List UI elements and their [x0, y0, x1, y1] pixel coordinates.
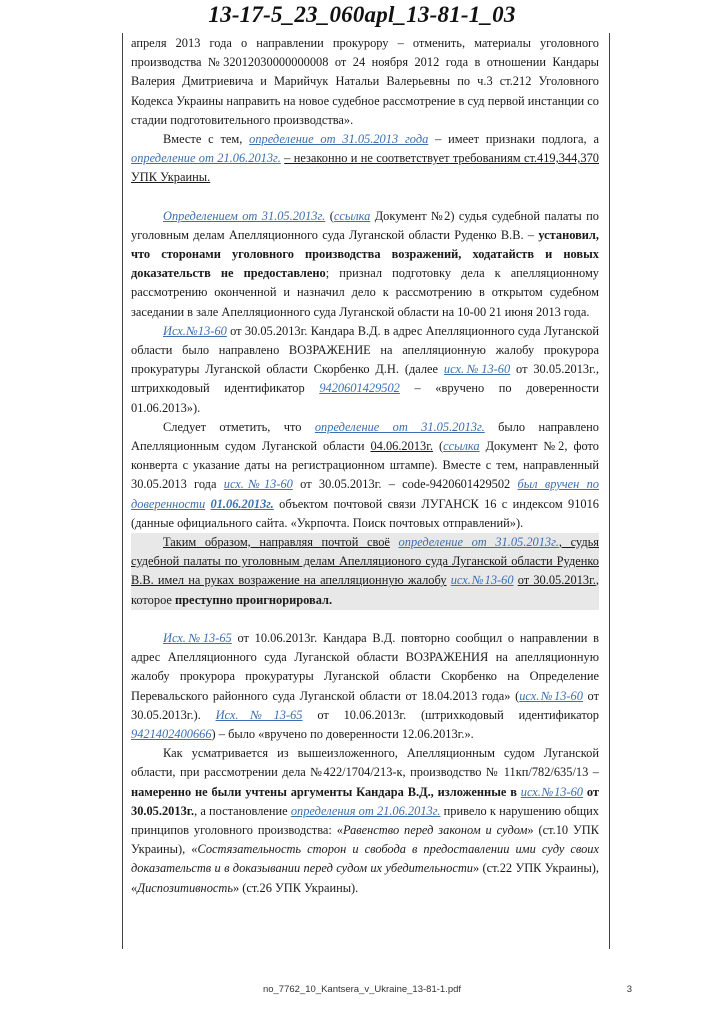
link-barcode[interactable]: 9421402400666 [131, 726, 212, 741]
principle-dispositive: Диспозитивность [137, 880, 233, 895]
link-reference[interactable]: ссылка [443, 439, 480, 454]
paragraph-2: Вместе с тем, определение от 31.05.2013 года – имеет признаки подлога, а определение от 21.06.2013г. – незаконно и не соответствует требованиям ст.419,344,370 УПК Украины. [131, 132, 599, 185]
paragraph-5: Следует отметить, что определение от 31.05.2013г. было направлено Апелляционным судом Луганской области 04.06.2013г. (ссылка Документ №2, фото конверта с указание даты на регистрационном штампе). Вместе с тем, направленный 30.05.2013 года исх.№13-60 от 30.05.2013г. – code-9420601429502 был вручен по доверенности 01.06.2013г. объектом почтовой связи ЛУГАНСК 16 с индексом 91016 (данные официального сайта. «Укрпочта. Поиск почтовых отправлений»). [131, 419, 600, 530]
page-number: 3 [626, 984, 632, 995]
link-determination-21-06[interactable]: определение от 21.06.2013г. [131, 151, 281, 166]
spacer [131, 610, 599, 629]
link-determination-21-06[interactable]: определения от 21.06.2013г. [290, 803, 441, 818]
document-body [131, 34, 599, 898]
paragraph-7: Исх.№13-65 от 10.06.2013г. Кандара В.Д. повторно сообщил о направлении в адрес Апелляционного суда Луганской области ВОЗРАЖЕНИЯ на апелляционную жалобу прокурора прокуратуры Луганской области Скорбенко на Определение Перевальского районного суда Луганской области от 18.04.2013 года» (исх.№13-60 от 30.05.2013г.). Исх.№13-65 от 10.06.2013г. (штрихкодовый идентификатор 9421402400666) – было «вручено по доверенности 12.06.2013г.». [131, 630, 599, 741]
link-determination-31-05[interactable]: определение от 31.05.2013 года [249, 132, 429, 147]
link-determination-31-05[interactable]: определение от 31.05.2013г. [314, 419, 485, 434]
bold-statement: установил, что сторонами уголовного производства возражений, ходатайств и новых доказательств не предоставлено [131, 227, 599, 281]
paragraph-1: апреля 2013 года о направлении прокурору – отменить, материалы уголовного производства №32012030000000008 от 24 ноября 2012 года в отношении Кандары Валерия Дмитриевича и Марийчук Натальи Валерьевны по ч.3 ст.212 Уголовного Кодекса Украины направить на новое судебное рассмотрение в суд первой инстанции со стадии подготовительного производства». [131, 36, 599, 127]
link-outgoing-13-65[interactable]: Исх.№13-65 [163, 630, 232, 645]
principle-equality: Равенство перед законом и судом [342, 822, 528, 837]
footer-filename: no_7762_10_Kantsera_v_Ukraine_13-81-1.pdf [262, 984, 462, 995]
link-outgoing-13-60[interactable]: исх.№13-60 [520, 784, 583, 799]
link-determination-31-05[interactable]: определение от 31.05.2013г. [398, 535, 559, 550]
link-delivery-date[interactable]: 01.06.2013г. [210, 496, 274, 511]
paragraph-6: Таким образом, направляя почтой своё определение от 31.05.2013г., судья судебной палаты по уголовным делам Апелляционого суда Луганской области Руденко В.В. имел на руках возражение на апелляционную жалобу исх.№13-60 от 30.05.2013г., которое преступно проигнорировал. [131, 533, 599, 610]
link-outgoing-13-65[interactable]: Исх.№13-65 [215, 707, 303, 722]
link-outgoing-13-60[interactable]: исх.№13-60 [519, 688, 583, 703]
page-header-title: 13-17-5_23_060apl_13-81-1_03 [208, 2, 516, 27]
paragraph-8: Как усматривается из вышеизложенного, Апелляционным судом Луганской области, при рассмотрении дела №422/1704/213-к, производство № 11кп/782/635/13 – намеренно не были учтены аргументы Кандара В.Д., изложенные в исх.№13-60 от 30.05.2013г., а постановление определения от 21.06.2013г. привело к нарушению общих принципов уголовного производства: «Равенство перед законом и судом» (ст.10 УПК Украины), «Состязательность сторон и свобода в предоставлении ими суду своих доказательств и в доказывании перед судом их убедительности» (ст.22 УПК Украины), «Диспозитивность» (ст.26 УПК Украины). [131, 746, 599, 895]
bold-date: от 30.05.2013г. [131, 784, 599, 818]
link-determination-31-05[interactable]: Определением от 31.05.2013г. [163, 208, 326, 223]
principle-adversarial: Состязательность сторон и свобода в предоставлении ими суду своих доказательств и в доказывании перед судом их убедительности [131, 842, 599, 876]
paragraph-3: Определением от 31.05.2013г. (ссылка Документ №2) судья судебной палаты по уголовным делам Апелляционного суда Луганской области Руденко В.В. – установил, что сторонами уголовного производства возражений, ходатайств и новых доказательств не предоставлено; признал подготовку дела к апелляционному рассмотрению оконченной и назначил дело к рассмотрению в открытом судебном заседании в зале Апелляционного суда Луганской области на 10-00 21 июня 2013 года. [131, 208, 600, 319]
link-outgoing-13-60[interactable]: исх.№13-60 [223, 477, 293, 492]
link-barcode[interactable]: 9420601429502 [319, 381, 400, 396]
link-outgoing-13-60[interactable]: исх.№13-60 [450, 573, 514, 588]
link-delivered[interactable]: был вручен по доверенности [131, 477, 599, 511]
bold-statement: намеренно не были учтены аргументы Кандара В.Д., изложенные в [131, 784, 517, 799]
link-outgoing-13-60[interactable]: Исх.№13-60 [163, 323, 227, 338]
link-outgoing-13-60[interactable]: исх.№13-60 [443, 362, 511, 377]
paragraph-4: Исх.№13-60 от 30.05.2013г. Кандара В.Д. в адрес Апелляционного суда Луганской области было направлено ВОЗРАЖЕНИЕ на апелляционную жалобу прокурора прокуратуры Луганской области Скорбенко Д.Н. (далее исх.№13-60 от 30.05.2013г., штрихкодовый идентификатор 9420601429502 – «вручено по доверенности 01.06.2013»). [131, 323, 599, 415]
bold-statement: преступно проигнорировал. [175, 592, 333, 607]
spacer [131, 188, 599, 207]
link-reference[interactable]: ссылка [333, 208, 371, 223]
